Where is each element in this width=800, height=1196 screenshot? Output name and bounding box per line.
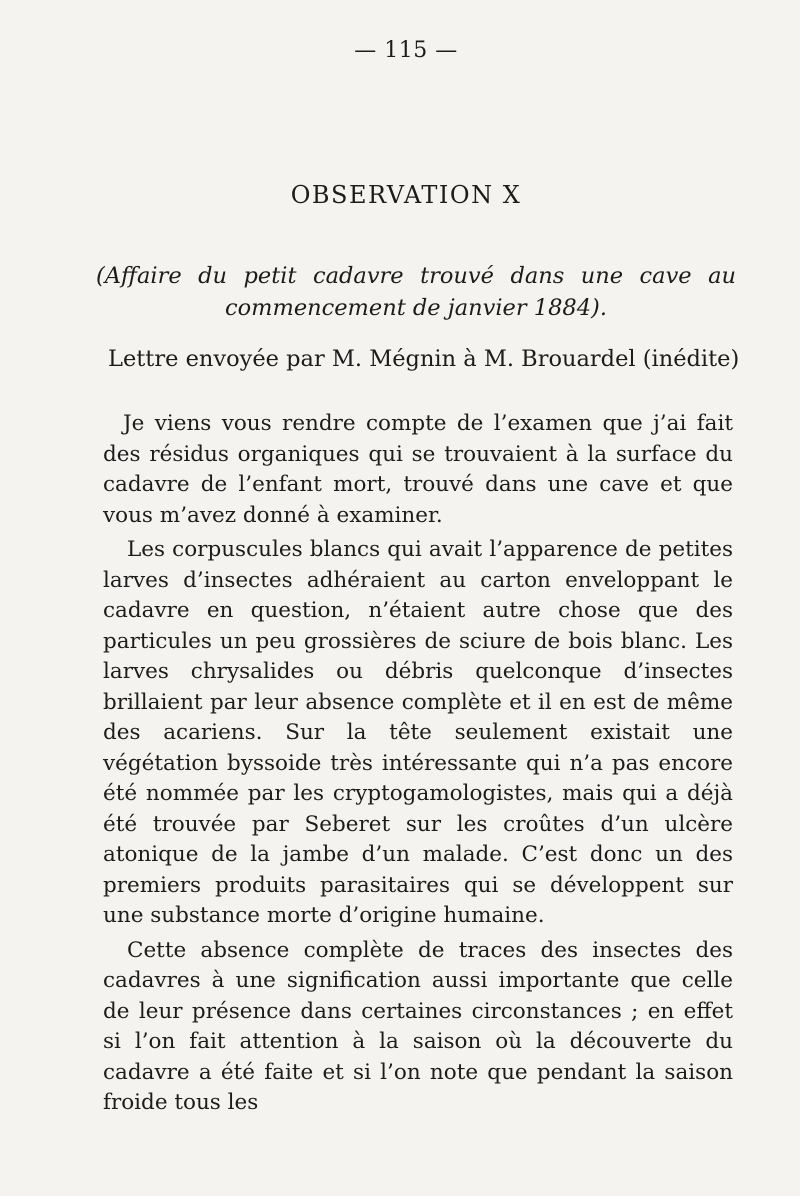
paragraph: Cette absence complète de traces des insectes des cadavres à une signification aussi importante que celle de leur présence dans certaines circonstances ; en effet si l’on fait attention à la saison où la découverte du cadavre a été faite et si l’on note que pendant la saison froide tous les (103, 937, 733, 1115)
observation-title: OBSERVATION X (290, 181, 522, 209)
page-number: — 115 — (354, 38, 458, 63)
case-subtitle: (Affaire du petit cadavre trouvé dans une cave au commencement de janvier 1884). (96, 263, 736, 321)
paragraph: Les corpuscules blancs qui avait l’apparence de petites larves d’insectes adhéraient au carton enveloppant le cadavre en question, n’étaient autre chose que des particules un peu grossières de sciure de bois blanc. Les larves chrysalides ou débris quelconque d’insectes brillaient par leur absence complète et il en est de même des acariens. Sur la tête seulement existait une végétation byssoide très intéressante qui n’a pas encore été nommée par les cryptogamologistes, mais qui a déjà été trouvée par Seberet sur les croûtes d’un ulcère atonique de la jambe d’un malade. C’est donc un des premiers produits parasitaires qui se développent sur une substance morte d’origine humaine. (103, 537, 733, 928)
letter-body (103, 409, 733, 1123)
letter-heading: Lettre envoyée par M. Mégnin à M. Brouardel (inédite) (108, 346, 740, 372)
paragraph: Je viens vous rendre compte de l’examen que j’ai fait des résidus organiques qui se trouvaient à la surface du cadavre de l’enfant mort, trouvé dans une cave et que vous m’avez donné à examiner. (103, 411, 733, 528)
